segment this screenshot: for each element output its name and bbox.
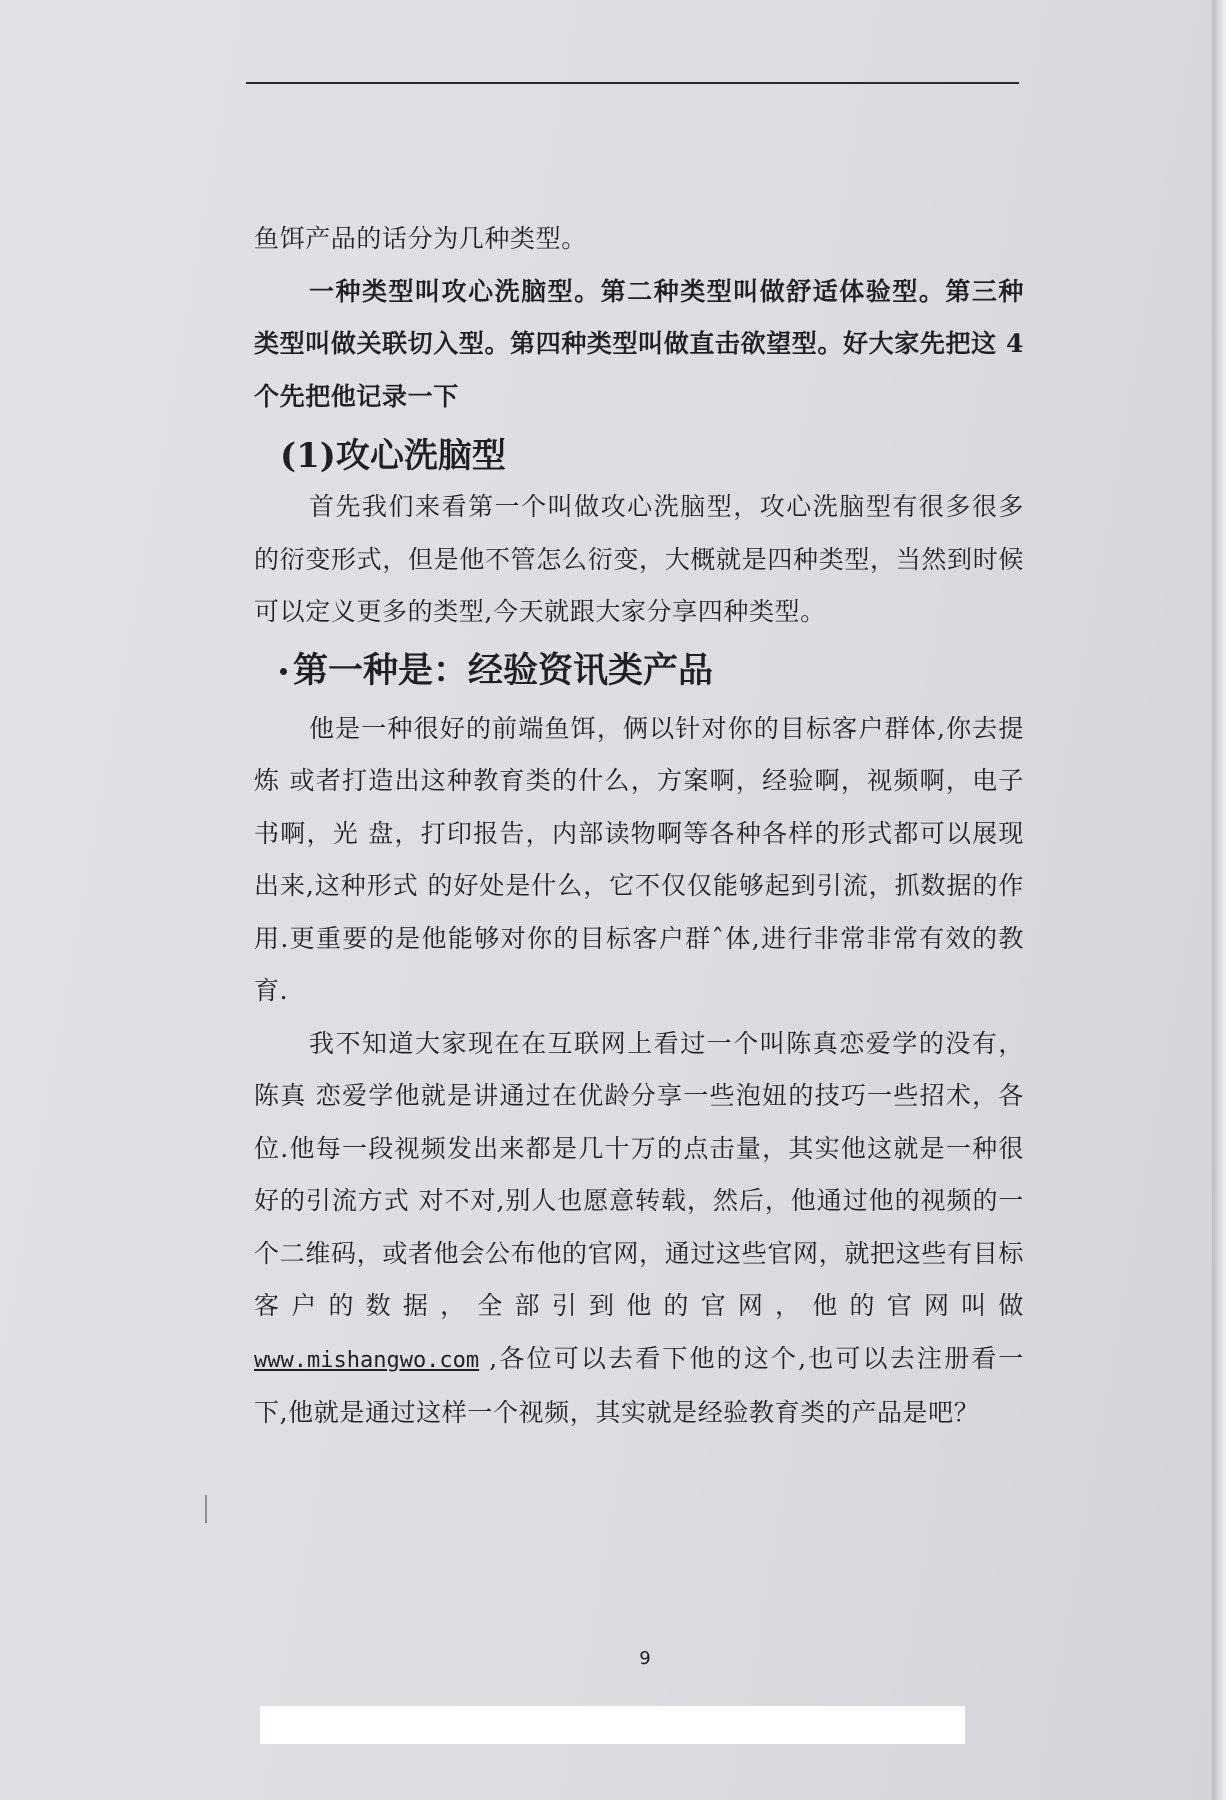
paragraph-intro: 鱼饵产品的话分为几种类型。: [254, 224, 587, 253]
paragraph-overview: 首先我们来看第一个叫做攻心洗脑型，攻心洗脑型有很多很多的衍变形式，但是他不管怎么衍变，大概就是四种类型，当然到时候可以定义更多的类型,今天就跟大家分享四种类型。: [254, 492, 1024, 626]
header-rule: [246, 82, 1019, 84]
paragraph-types: 一种类型叫攻心洗脑型。第二种类型叫做舒适体验型。第三种类型叫做关联切入型。第四种类型叫做直击欲望型。好大家先把这 4 个先把他记录一下: [254, 276, 1024, 411]
section-heading: (1)攻心洗脑型: [280, 436, 506, 476]
subsection-heading: [280, 639, 1024, 703]
page-edge: [1212, 0, 1226, 1800]
paragraph-example-tail: ,各位可以去看下他的这个,也可以去注册看一下,他就是通过这样一个视频，其实就是经验教育类的产品是吧？: [254, 1343, 1024, 1427]
redaction-bar: [260, 1706, 965, 1744]
margin-mark: [205, 1495, 207, 1523]
bullet-icon: [280, 668, 287, 675]
subsection-heading-text: 第一种是：经验资讯类产品: [293, 650, 714, 691]
document-body: [254, 213, 1024, 1440]
page-number: 9: [639, 1648, 651, 1669]
paragraph-example: [254, 1018, 1024, 1440]
paragraph-example-text: 我不知道大家现在在互联网上看过一个叫陈真恋爱学的没有，陈真 恋爱学他就是讲通过在优龄分享一些泡妞的技巧一些招术，各位.他每一段视频发出来都是几十万的点击量，其实他这就是一种很好的引流方式 对不对,别人也愿意转载，然后，他通过他的视频的一个二维码，或者他会公布他的官网，通过这些官网，就把这些有目标客户的数据，全部引到他的官网，他的官网叫做: [254, 1028, 1024, 1320]
website-link[interactable]: www.mishangwo.com: [254, 1347, 480, 1373]
paragraph-experience-products: 他是一种很好的前端鱼饵，俩以针对你的目标客户群体,你去提炼 或者打造出这种教育类的什么，方案啊，经验啊，视频啊，电子书啊，光 盘，打印报告，内部读物啊等各种各样的形式都可以展现出来,这种形式 的好处是什么，它不仅仅能够起到引流，抓数据的作用.更重要的是他能够对你的目标客户群ˆ体,进行非常非常有效的教育.: [254, 713, 1024, 1005]
